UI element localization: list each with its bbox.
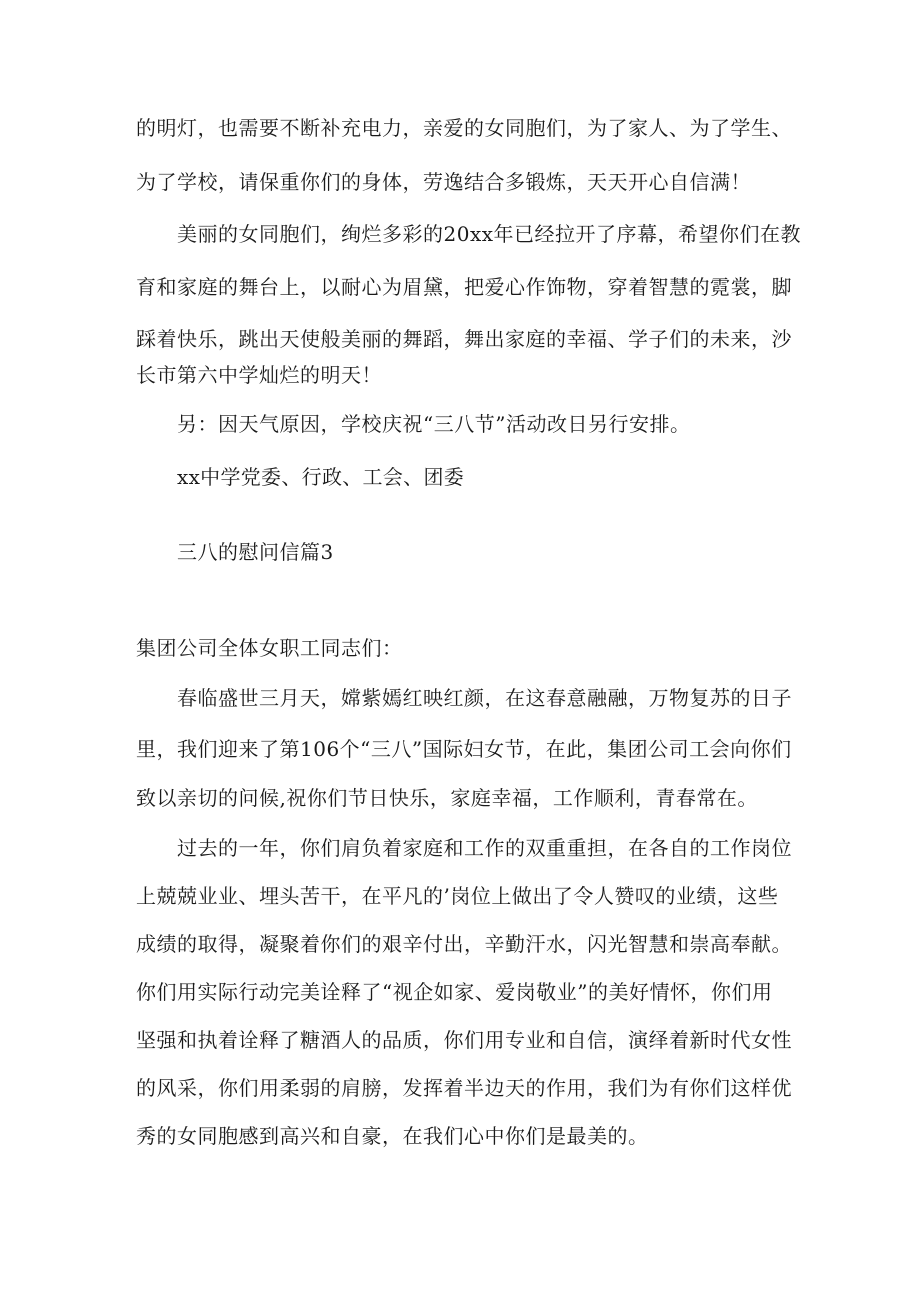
paragraph-line: 坚强和执着诠释了糖酒人的品质，你们用专业和自信，演绎着新时代女性 xyxy=(136,1028,792,1052)
paragraph-line: 过去的一年，你们肩负着家庭和工作的双重重担，在各自的工作岗位 xyxy=(177,836,792,860)
paragraph-line: 致以亲切的问候,祝你们节日快乐，家庭幸福，工作顺利，青春常在。 xyxy=(136,786,758,810)
paragraph-line: 里，我们迎来了第106个“三八”国际妇女节，在此，集团公司工会向你们 xyxy=(136,737,792,761)
paragraph-line: 踩着快乐，跳出天使般美丽的舞蹈，舞出家庭的幸福、学子们的未来，沙 xyxy=(136,327,792,351)
paragraph-line: 你们用实际行动完美诠释了“视企如家、爱岗敬业”的美好情怀，你们用 xyxy=(136,980,773,1004)
signature-line: xx中学党委、行政、工会、团委 xyxy=(177,465,465,489)
paragraph-line: 育和家庭的舞台上，以耐心为眉黛，把爱心作饰物，穿着智慧的霓裳，脚 xyxy=(136,275,792,299)
paragraph-line: 春临盛世三月天，嫦紫嫣红映红颜，在这春意融融，万物复苏的日子 xyxy=(177,686,792,710)
paragraph-line: 秀的女同胞感到高兴和自豪，在我们心中你们是最美的。 xyxy=(136,1124,649,1148)
salutation-line: 集团公司全体女职工同志们： xyxy=(136,636,403,660)
notice-line: 另：因天气原因，学校庆祝“三八节”活动改日另行安排。 xyxy=(177,412,691,436)
paragraph-line: 上兢兢业业、埋头苦干，在平凡的’岗位上做出了令人赞叹的业绩，这些 xyxy=(136,884,779,908)
paragraph-line: 成绩的取得，凝聚着你们的艰辛付出，辛勤汗水，闪光智慧和崇高奉献。 xyxy=(136,932,792,956)
paragraph-line: 美丽的女同胞们，绚烂多彩的20xx年已经拉开了序幕，希望你们在教 xyxy=(177,222,802,246)
paragraph-line: 长市第六中学灿烂的明天！ xyxy=(136,363,382,387)
paragraph-line: 的明灯，也需要不断补充电力，亲爱的女同胞们，为了家人、为了学生、 xyxy=(136,116,792,140)
paragraph-line: 为了学校，请保重你们的身体，劳逸结合多锻炼，天天开心自信满！ xyxy=(136,170,751,194)
section-heading: 三八的慰问信篇3 xyxy=(177,540,334,564)
paragraph-line: 的风采，你们用柔弱的肩膀，发挥着半边天的作用，我们为有你们这样优 xyxy=(136,1076,792,1100)
